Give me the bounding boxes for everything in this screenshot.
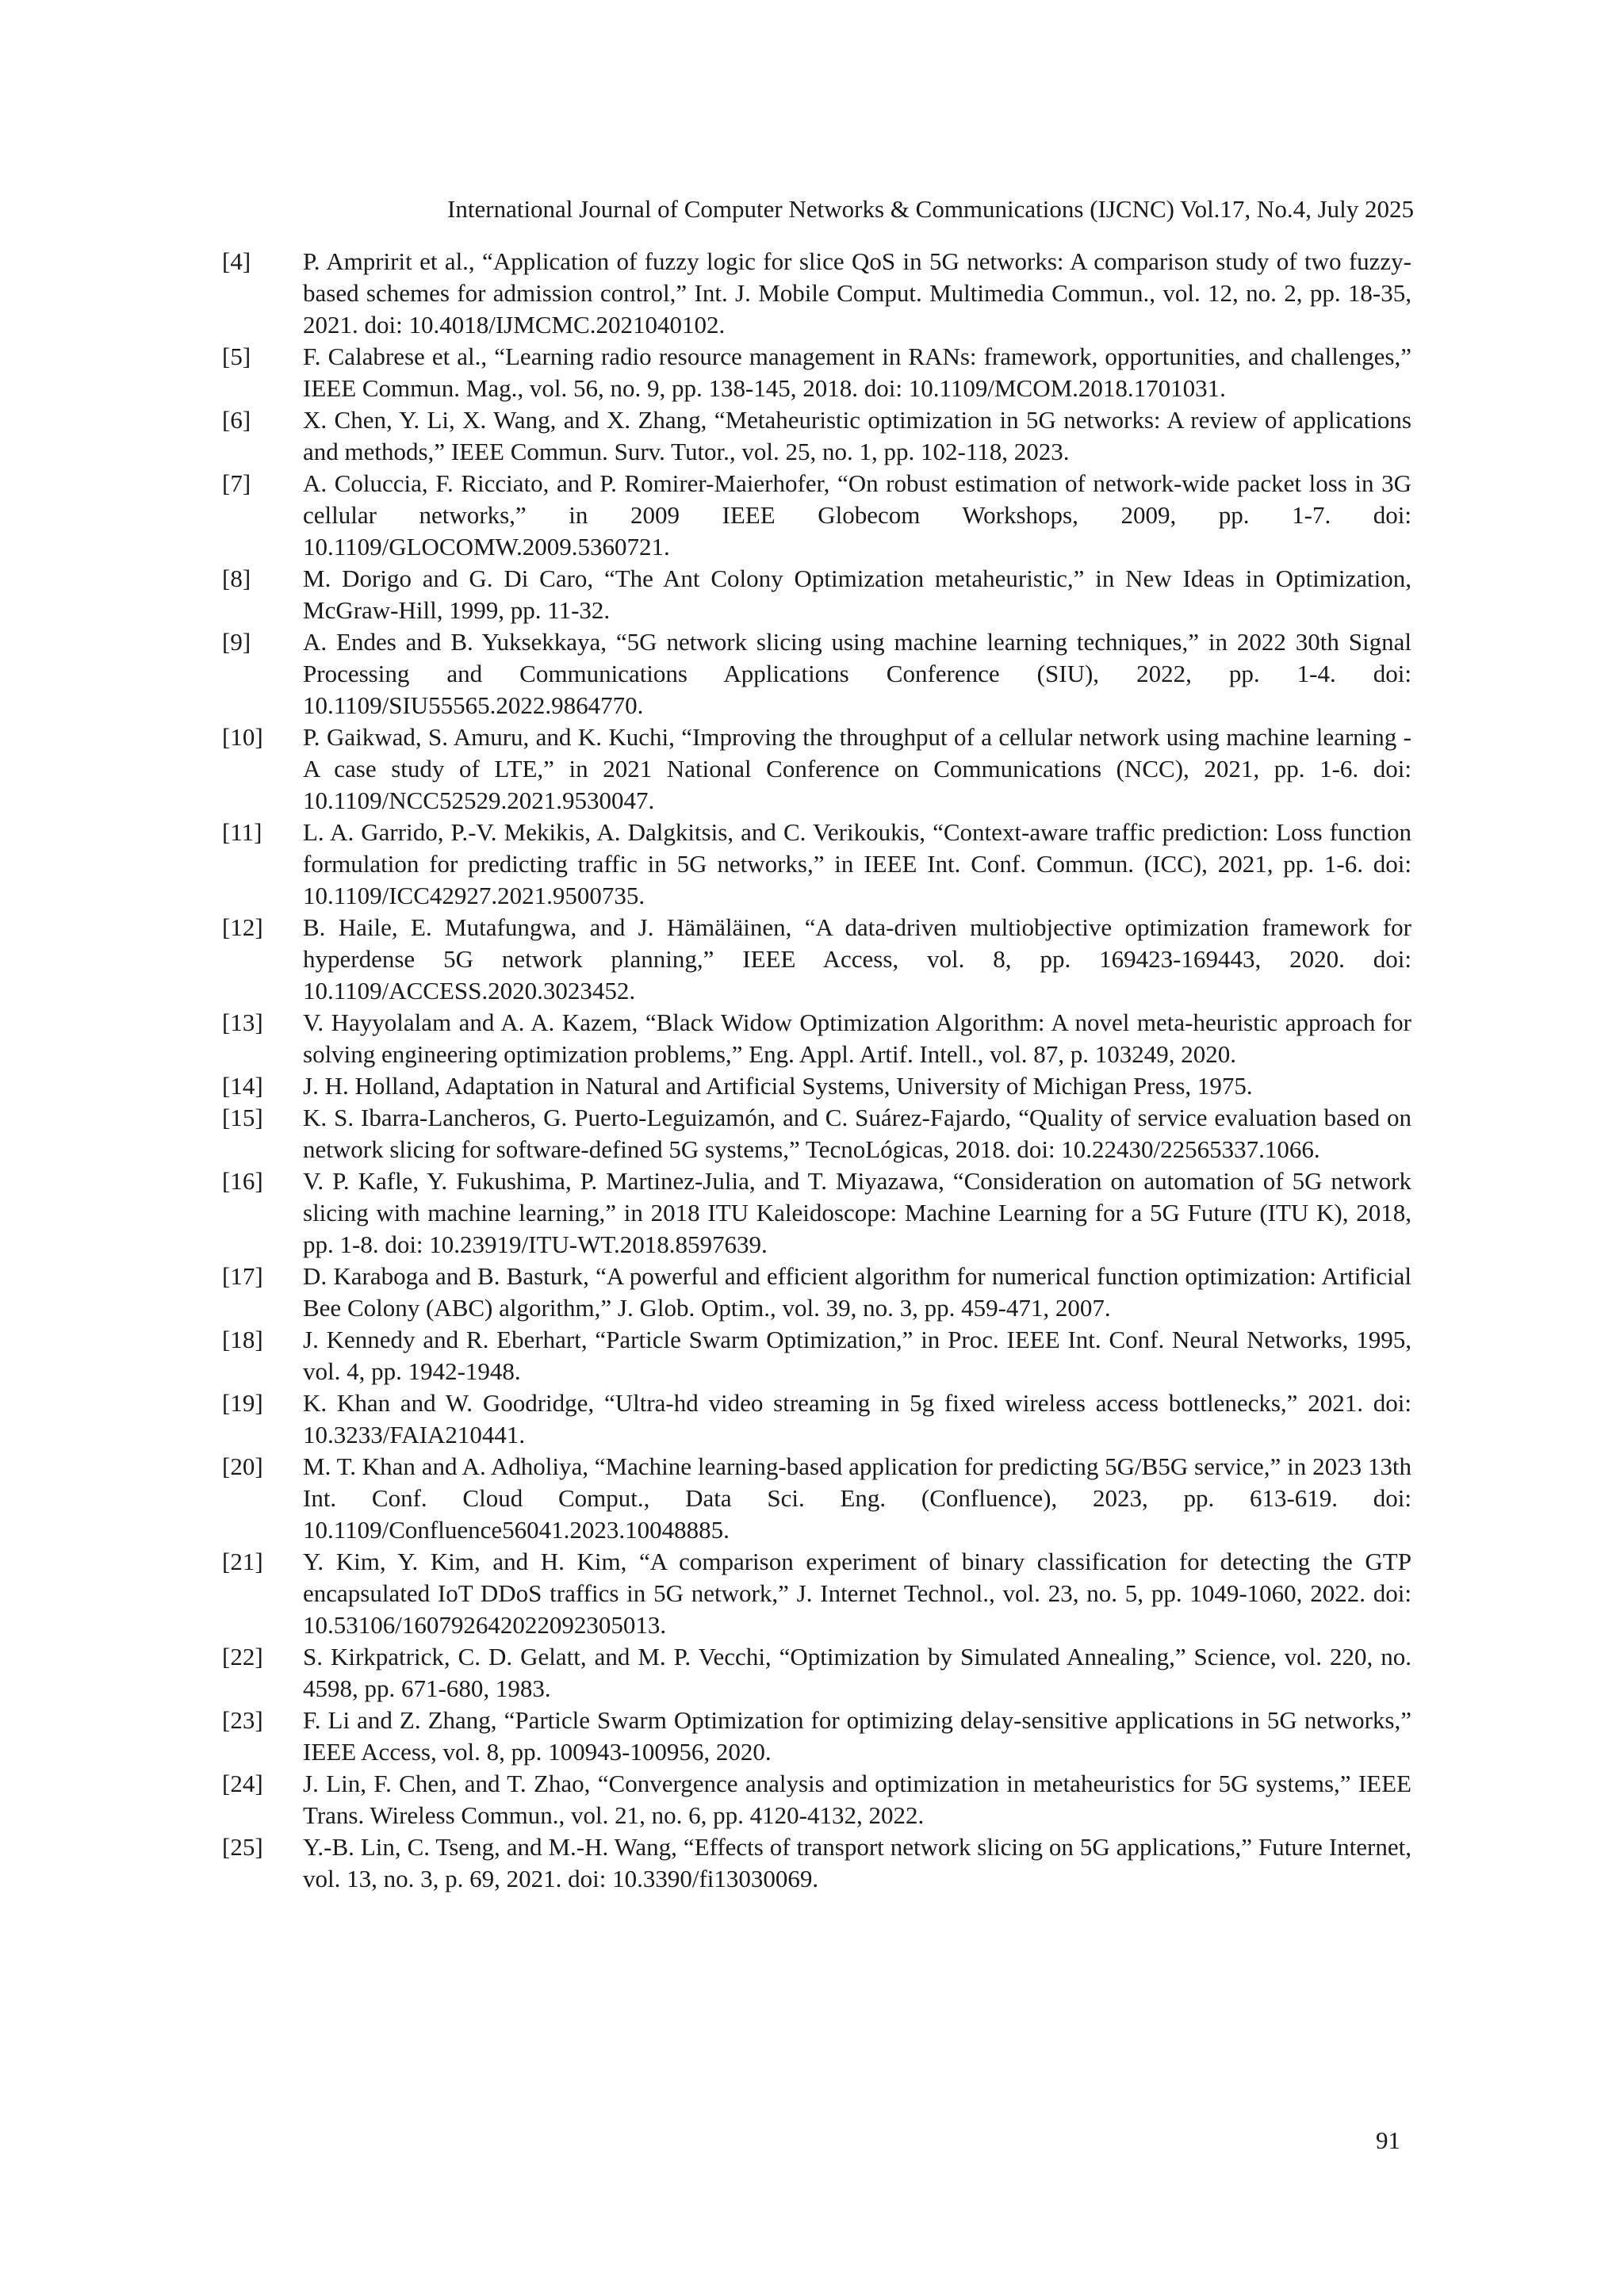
reference-number: [14]	[222, 1072, 263, 1100]
reference-text: D. Karaboga and B. Basturk, “A powerful and efficient algorithm for numerical function optimization: Artificial Bee Colony (ABC) algorithm,” J. Glob. Optim., vol. 39, no. 3, pp. 459-471, 2007.	[303, 1262, 1411, 1322]
reference-number: [17]	[222, 1262, 263, 1290]
reference-number: [6]	[222, 406, 251, 434]
reference-item	[222, 721, 1411, 817]
reference-number: [16]	[222, 1167, 263, 1195]
reference-item	[222, 341, 1411, 404]
reference-text: A. Endes and B. Yuksekkaya, “5G network slicing using machine learning techniques,” in 2022 30th Signal Processing and Communications Applications Conference (SIU), 2022, pp. 1-4. doi: 10.1109/SIU55565.2022.9864770.	[303, 628, 1411, 719]
page-number: 91	[1376, 2126, 1400, 2154]
reference-text: X. Chen, Y. Li, X. Wang, and X. Zhang, “Metaheuristic optimization in 5G networks: A review of applications and methods,” IEEE Commun. Surv. Tutor., vol. 25, no. 1, pp. 102-118, 2023.	[303, 406, 1411, 465]
reference-text: M. Dorigo and G. Di Caro, “The Ant Colony Optimization metaheuristic,” in New Ideas in Optimization, McGraw-Hill, 1999, pp. 11-32.	[303, 564, 1411, 624]
reference-text: B. Haile, E. Mutafungwa, and J. Hämäläinen, “A data-driven multiobjective optimization framework for hyperdense 5G network planning,” IEEE Access, vol. 8, pp. 169423-169443, 2020. doi: 10.1109/ACCESS.2020.3023452.	[303, 913, 1411, 1004]
reference-item	[222, 404, 1411, 468]
running-header: International Journal of Computer Networks & Communications (IJCNC) Vol.17, No.4, July 2025	[447, 195, 1414, 223]
reference-number: [25]	[222, 1833, 263, 1861]
reference-item	[222, 1705, 1411, 1768]
reference-text: A. Coluccia, F. Ricciato, and P. Romirer-Maierhofer, “On robust estimation of network-wide packet loss in 3G cellular networks,” in 2009 IEEE Globecom Workshops, 2009, pp. 1-7. doi: 10.1109/GLOCOMW.2009.5360721.	[303, 469, 1411, 561]
reference-item	[222, 1070, 1411, 1102]
reference-number: [20]	[222, 1452, 263, 1480]
reference-item	[222, 912, 1411, 1007]
reference-item	[222, 1324, 1411, 1387]
reference-number: [5]	[222, 342, 251, 370]
reference-text: K. Khan and W. Goodridge, “Ultra-hd video streaming in 5g fixed wireless access bottlenecks,” 2021. doi: 10.3233/FAIA210441.	[303, 1389, 1411, 1448]
reference-text: J. H. Holland, Adaptation in Natural and Artificial Systems, University of Michigan Press, 1975.	[303, 1072, 1253, 1100]
reference-text: Y.-B. Lin, C. Tseng, and M.-H. Wang, “Effects of transport network slicing on 5G applications,” Future Internet, vol. 13, no. 3, p. 69, 2021. doi: 10.3390/fi13030069.	[303, 1833, 1411, 1892]
reference-text: V. Hayyolalam and A. A. Kazem, “Black Widow Optimization Algorithm: A novel meta-heuristic approach for solving engineering optimization problems,” Eng. Appl. Artif. Intell., vol. 87, p. 103249, 2020.	[303, 1008, 1411, 1068]
reference-text: J. Kennedy and R. Eberhart, “Particle Swarm Optimization,” in Proc. IEEE Int. Conf. Neural Networks, 1995, vol. 4, pp. 1942-1948.	[303, 1326, 1411, 1385]
reference-item	[222, 1102, 1411, 1165]
reference-item	[222, 468, 1411, 563]
reference-list	[222, 246, 1411, 1895]
reference-text: M. T. Khan and A. Adholiya, “Machine learning-based application for predicting 5G/B5G service,” in 2023 13th Int. Conf. Cloud Comput., Data Sci. Eng. (Confluence), 2023, pp. 613-619. doi: 10.1109/Confluence56041.2023.10048885.	[303, 1452, 1411, 1544]
reference-number: [7]	[222, 469, 251, 497]
reference-item	[222, 1831, 1411, 1895]
reference-item	[222, 1387, 1411, 1451]
reference-text: S. Kirkpatrick, C. D. Gelatt, and M. P. Vecchi, “Optimization by Simulated Annealing,” Science, vol. 220, no. 4598, pp. 671-680, 1983.	[303, 1643, 1411, 1702]
reference-item	[222, 246, 1411, 341]
reference-number: [12]	[222, 913, 263, 941]
reference-text: K. S. Ibarra-Lancheros, G. Puerto-Leguizamón, and C. Suárez-Fajardo, “Quality of service evaluation based on network slicing for software-defined 5G systems,” TecnoLógicas, 2018. doi: 10.22430/22565337.1066.	[303, 1104, 1411, 1163]
reference-item	[222, 626, 1411, 721]
reference-item	[222, 1261, 1411, 1324]
reference-text: V. P. Kafle, Y. Fukushima, P. Martinez-Julia, and T. Miyazawa, “Consideration on automation of 5G network slicing with machine learning,” in 2018 ITU Kaleidoscope: Machine Learning for a 5G Future (ITU K), 2018, pp. 1-8. doi: 10.23919/ITU-WT.2018.8597639.	[303, 1167, 1411, 1258]
reference-text: F. Li and Z. Zhang, “Particle Swarm Optimization for optimizing delay-sensitive applications in 5G networks,” IEEE Access, vol. 8, pp. 100943-100956, 2020.	[303, 1706, 1411, 1766]
reference-number: [9]	[222, 628, 251, 656]
reference-text: P. Gaikwad, S. Amuru, and K. Kuchi, “Improving the throughput of a cellular network using machine learning - A case study of LTE,” in 2021 National Conference on Communications (NCC), 2021, pp. 1-6. doi: 10.1109/NCC52529.2021.9530047.	[303, 723, 1411, 814]
reference-number: [10]	[222, 723, 263, 751]
reference-number: [4]	[222, 247, 251, 275]
reference-number: [24]	[222, 1770, 263, 1797]
reference-text: Y. Kim, Y. Kim, and H. Kim, “A comparison experiment of binary classification for detecting the GTP encapsulated IoT DDoS traffics in 5G network,” J. Internet Technol., vol. 23, no. 5, pp. 1049-1060, 2022. doi: 10.53106/160792642022092305013.	[303, 1548, 1411, 1639]
reference-number: [22]	[222, 1643, 263, 1670]
reference-number: [21]	[222, 1548, 263, 1575]
reference-item	[222, 1641, 1411, 1705]
reference-number: [8]	[222, 564, 251, 592]
reference-number: [18]	[222, 1326, 263, 1353]
reference-text: J. Lin, F. Chen, and T. Zhao, “Convergence analysis and optimization in metaheuristics for 5G systems,” IEEE Trans. Wireless Commun., vol. 21, no. 6, pp. 4120-4132, 2022.	[303, 1770, 1411, 1829]
reference-item	[222, 563, 1411, 626]
reference-item	[222, 1007, 1411, 1070]
reference-item	[222, 1546, 1411, 1641]
reference-item	[222, 1768, 1411, 1831]
reference-text: F. Calabrese et al., “Learning radio resource management in RANs: framework, opportunities, and challenges,” IEEE Commun. Mag., vol. 56, no. 9, pp. 138-145, 2018. doi: 10.1109/MCOM.2018.1701031.	[303, 342, 1411, 402]
reference-number: [13]	[222, 1008, 263, 1036]
reference-text: P. Ampririt et al., “Application of fuzzy logic for slice QoS in 5G networks: A comparison study of two fuzzy-based schemes for admission control,” Int. J. Mobile Comput. Multimedia Commun., vol. 12, no. 2, pp. 18-35, 2021. doi: 10.4018/IJMCMC.2021040102.	[303, 247, 1411, 339]
reference-number: [11]	[222, 818, 262, 846]
reference-number: [23]	[222, 1706, 263, 1734]
reference-item	[222, 1451, 1411, 1546]
reference-item	[222, 817, 1411, 912]
reference-number: [15]	[222, 1104, 263, 1131]
reference-text: L. A. Garrido, P.-V. Mekikis, A. Dalgkitsis, and C. Verikoukis, “Context-aware traffic prediction: Loss function formulation for predicting traffic in 5G networks,” in IEEE Int. Conf. Commun. (ICC), 2021, pp. 1-6. doi: 10.1109/ICC42927.2021.9500735.	[303, 818, 1411, 909]
reference-number: [19]	[222, 1389, 263, 1417]
reference-item	[222, 1165, 1411, 1261]
